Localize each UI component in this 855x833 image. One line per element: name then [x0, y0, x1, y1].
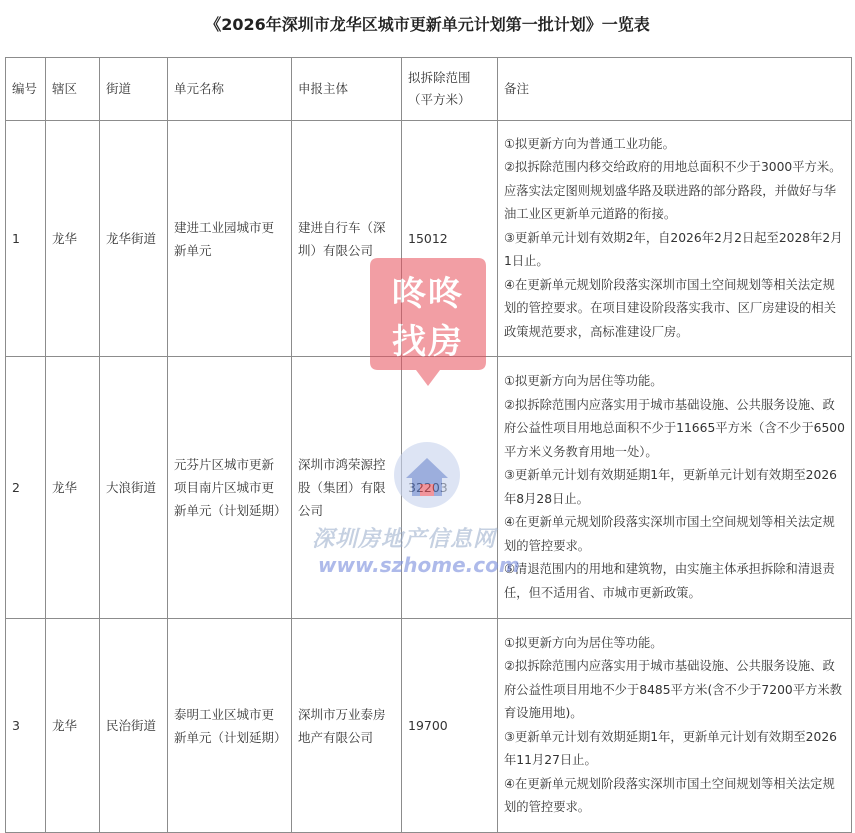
header-district: 辖区	[46, 58, 100, 121]
cell-district: 龙华	[46, 121, 100, 357]
cell-district: 龙华	[46, 357, 100, 619]
cell-notes	[498, 121, 852, 357]
logo-line2: 找房	[392, 322, 464, 362]
note-item: ②拟拆除范围内应落实用于城市基础设施、公共服务设施、政府公益性项目用地不少于8485平方米(含不少于7200平方米教育设施用地)。	[504, 659, 842, 720]
cell-no: 2	[6, 357, 46, 619]
page-title: 《2026年深圳市龙华区城市更新单元计划第一批计划》一览表	[205, 15, 650, 34]
cell-unit-name: 泰明工业区城市更新单元（计划延期）	[168, 619, 292, 833]
cell-district: 龙华	[46, 619, 100, 833]
site-url-watermark: www.szhome.com	[318, 553, 520, 577]
cell-applicant: 深圳市万业泰房地产有限公司	[292, 619, 402, 833]
header-no: 编号	[6, 58, 46, 121]
note-item: ③更新单元计划有效期延期1年，更新单元计划有效期至2026年11月27日止。	[504, 729, 837, 767]
cell-street: 民治街道	[100, 619, 168, 833]
note-item: ③更新单元计划有效期延期1年，更新单元计划有效期至2026年8月28日止。	[504, 468, 837, 506]
note-item: ①拟更新方向为普通工业功能。	[504, 136, 675, 151]
note-item: ③更新单元计划有效期2年，自2026年2月2日起至2028年2月1日止。	[504, 230, 843, 269]
header-street: 街道	[100, 58, 168, 121]
cell-street: 大浪街道	[100, 357, 168, 619]
cell-unit-name: 建进工业园城市更新单元	[168, 121, 292, 357]
site-name-watermark: 深圳房地产信息网	[312, 527, 497, 552]
cell-area: 19700	[402, 619, 498, 833]
cell-notes	[498, 357, 852, 619]
cell-street: 龙华街道	[100, 121, 168, 357]
note-item: ②拟拆除范围内移交给政府的用地总面积不少于3000平方米。应落实法定图则规划盛华路及联进路的部分路段，并做好与华油工业区更新单元道路的衔接。	[504, 160, 842, 222]
note-item: ①拟更新方向为居住等功能。	[504, 374, 663, 388]
note-item: ①拟更新方向为居住等功能。	[504, 635, 663, 650]
header-notes: 备注	[498, 58, 852, 121]
cell-applicant: 深圳市鸿荣源控股（集团）有限公司	[292, 357, 402, 619]
cell-applicant: 建进自行车（深圳）有限公司	[292, 121, 402, 357]
note-item: ④在更新单元规划阶段落实深圳市国土空间规划等相关法定规划的管控要求。	[504, 515, 835, 553]
cell-notes	[498, 619, 852, 833]
note-item: ④在更新单元规划阶段落实深圳市国土空间规划等相关法定规划的管控要求。	[504, 776, 835, 814]
note-item: ⑤清退范围内的用地和建筑物，由实施主体承担拆除和清退责任，但不适用省、市城市更新政策。	[504, 562, 835, 600]
cell-area: 15012	[402, 121, 498, 357]
table-row	[6, 619, 852, 833]
cell-no: 1	[6, 121, 46, 357]
cell-no: 3	[6, 619, 46, 833]
note-item: ④在更新单元规划阶段落实深圳市国土空间规划等相关法定规划的管控要求。在项目建设阶段落实我市、区厂房建设的相关政策规范要求，高标准建设厂房。	[504, 277, 837, 339]
cell-unit-name: 元芬片区城市更新项目南片区城市更新单元（计划延期）	[168, 357, 292, 619]
table-header-row	[6, 58, 852, 121]
note-item: ②拟拆除范围内应落实用于城市基础设施、公共服务设施、政府公益性项目用地总面积不少于11665平方米（含不少于6500平方米义务教育用地一处）。	[504, 397, 845, 459]
logo-line1: 咚咚	[392, 274, 464, 314]
header-applicant: 申报主体	[292, 58, 402, 121]
dongdong-logo-watermark	[370, 258, 486, 388]
house-logo-icon	[392, 440, 462, 510]
header-unit-name: 单元名称	[168, 58, 292, 121]
header-area: 拟拆除范围（平方米）	[402, 58, 498, 121]
